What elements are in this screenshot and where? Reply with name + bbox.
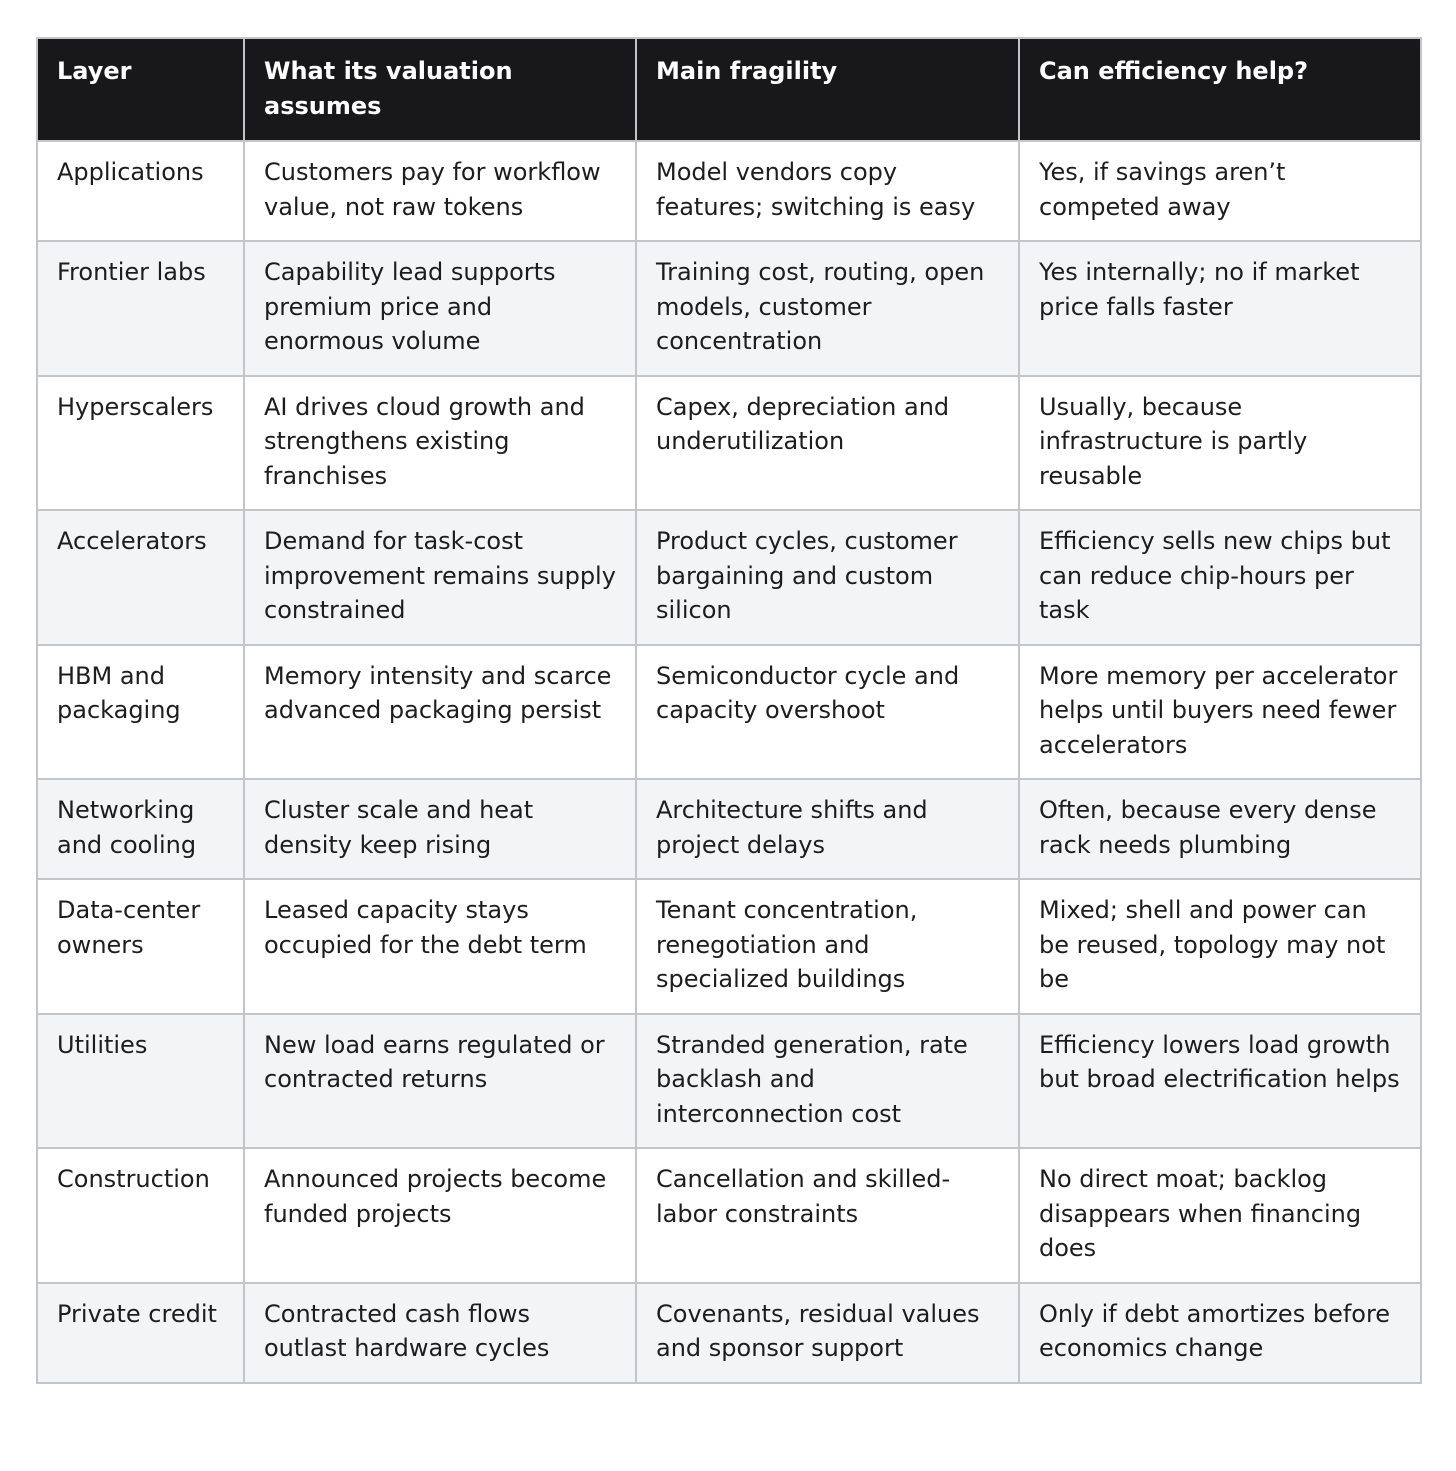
cell-valuation-assumes: Announced projects become funded projects: [244, 1148, 636, 1283]
cell-valuation-assumes: AI drives cloud growth and strengthens existing franchises: [244, 376, 636, 511]
cell-efficiency-help: Yes, if savings aren’t competed away: [1019, 141, 1421, 241]
cell-layer: Data-center owners: [37, 879, 244, 1014]
table-row: [37, 510, 1421, 645]
table-row: [37, 141, 1421, 241]
cell-layer: Frontier labs: [37, 241, 244, 376]
cell-main-fragility: Cancellation and skilled-labor constraints: [636, 1148, 1019, 1283]
cell-efficiency-help: No direct moat; backlog disappears when financing does: [1019, 1148, 1421, 1283]
table-body: [37, 141, 1421, 1383]
header-cell-efficiency-help: Can efficiency help?: [1019, 38, 1421, 141]
cell-layer: HBM and packaging: [37, 645, 244, 780]
cell-efficiency-help: Usually, because infrastructure is partly reusable: [1019, 376, 1421, 511]
cell-layer: Applications: [37, 141, 244, 241]
cell-main-fragility: Capex, depreciation and underutilization: [636, 376, 1019, 511]
cell-efficiency-help: Often, because every dense rack needs plumbing: [1019, 779, 1421, 879]
header-row: [37, 38, 1421, 141]
table-row: [37, 1014, 1421, 1149]
cell-main-fragility: Model vendors copy features; switching is easy: [636, 141, 1019, 241]
cell-efficiency-help: Mixed; shell and power can be reused, topology may not be: [1019, 879, 1421, 1014]
cell-efficiency-help: Efficiency sells new chips but can reduce chip-hours per task: [1019, 510, 1421, 645]
valuation-fragility-table: [36, 37, 1422, 1384]
cell-layer: Accelerators: [37, 510, 244, 645]
table-header: [37, 38, 1421, 141]
table-row: [37, 1283, 1421, 1383]
cell-main-fragility: Tenant concentration, renegotiation and specialized buildings: [636, 879, 1019, 1014]
cell-efficiency-help: Only if debt amortizes before economics change: [1019, 1283, 1421, 1383]
cell-valuation-assumes: Memory intensity and scarce advanced packaging persist: [244, 645, 636, 780]
cell-main-fragility: Architecture shifts and project delays: [636, 779, 1019, 879]
cell-valuation-assumes: Customers pay for workflow value, not raw tokens: [244, 141, 636, 241]
cell-efficiency-help: Efficiency lowers load growth but broad electrification helps: [1019, 1014, 1421, 1149]
cell-valuation-assumes: Contracted cash flows outlast hardware cycles: [244, 1283, 636, 1383]
cell-layer: Hyperscalers: [37, 376, 244, 511]
cell-layer: Networking and cooling: [37, 779, 244, 879]
cell-layer: Utilities: [37, 1014, 244, 1149]
table-row: [37, 645, 1421, 780]
cell-valuation-assumes: Cluster scale and heat density keep rising: [244, 779, 636, 879]
table-row: [37, 879, 1421, 1014]
cell-main-fragility: Covenants, residual values and sponsor support: [636, 1283, 1019, 1383]
cell-layer: Private credit: [37, 1283, 244, 1383]
cell-valuation-assumes: Leased capacity stays occupied for the debt term: [244, 879, 636, 1014]
cell-efficiency-help: Yes internally; no if market price falls faster: [1019, 241, 1421, 376]
table-container: [36, 37, 1420, 1384]
table-row: [37, 241, 1421, 376]
header-cell-valuation-assumes: What its valuation assumes: [244, 38, 636, 141]
table-row: [37, 779, 1421, 879]
cell-valuation-assumes: Demand for task-cost improvement remains supply constrained: [244, 510, 636, 645]
header-cell-layer: Layer: [37, 38, 244, 141]
header-cell-main-fragility: Main fragility: [636, 38, 1019, 141]
cell-valuation-assumes: Capability lead supports premium price and enormous volume: [244, 241, 636, 376]
cell-main-fragility: Training cost, routing, open models, customer concentration: [636, 241, 1019, 376]
table-row: [37, 376, 1421, 511]
cell-main-fragility: Semiconductor cycle and capacity overshoot: [636, 645, 1019, 780]
cell-efficiency-help: More memory per accelerator helps until buyers need fewer accelerators: [1019, 645, 1421, 780]
cell-main-fragility: Product cycles, customer bargaining and custom silicon: [636, 510, 1019, 645]
cell-main-fragility: Stranded generation, rate backlash and interconnection cost: [636, 1014, 1019, 1149]
cell-layer: Construction: [37, 1148, 244, 1283]
table-row: [37, 1148, 1421, 1283]
cell-valuation-assumes: New load earns regulated or contracted returns: [244, 1014, 636, 1149]
